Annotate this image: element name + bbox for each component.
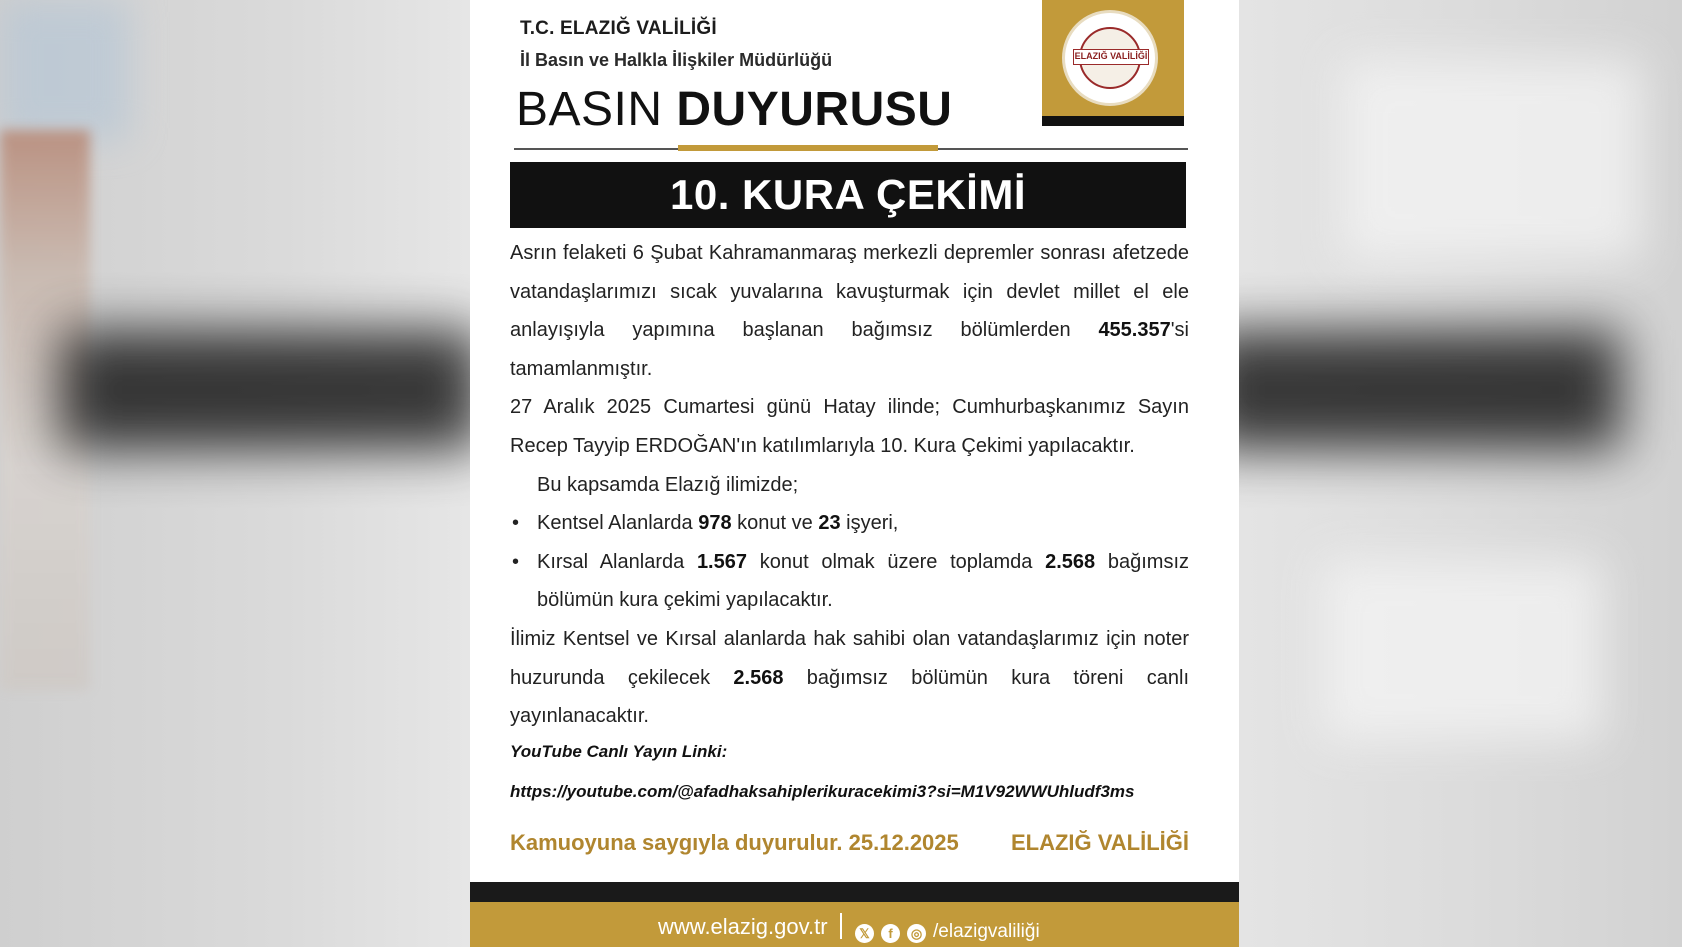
social-handle[interactable]: /elazigvaliliği bbox=[933, 921, 1040, 942]
facebook-icon[interactable]: f bbox=[881, 924, 900, 943]
press-release-document bbox=[470, 0, 1239, 947]
governorship-logo bbox=[1062, 10, 1158, 106]
youtube-link[interactable]: https://youtube.com/@afadhaksahiplerikuracekimi3?si=M1V92WWUhludf3ms bbox=[510, 782, 1135, 801]
x-icon[interactable]: 𝕏 bbox=[855, 924, 874, 943]
footer-separator bbox=[840, 913, 842, 939]
announcement-body bbox=[510, 234, 1189, 736]
title-light: BASIN bbox=[516, 83, 663, 136]
paragraph-4: İlimiz Kentsel ve Kırsal alanlarda hak sahibi olan vatandaşlarımız için noter huzurunda çekilecek 2.568 bağımsız bölümün kura töreni canlı yayınlanacaktır. bbox=[510, 627, 1190, 728]
bullet-icon: • bbox=[512, 512, 520, 535]
document-title bbox=[516, 82, 952, 137]
footer bbox=[470, 902, 1239, 947]
header-divider-accent bbox=[678, 145, 938, 151]
headline-banner: 10. KURA ÇEKİMİ bbox=[510, 162, 1186, 228]
title-bold: DUYURUSU bbox=[676, 83, 953, 136]
website-link[interactable]: www.elazig.gov.tr bbox=[658, 914, 828, 939]
bullet-icon: • bbox=[512, 550, 520, 573]
list-item: • Kentsel Alanlarda 978 konut ve 23 işyeri, bbox=[510, 504, 1189, 543]
logo-underbar bbox=[1042, 116, 1184, 126]
footer-dark-band bbox=[470, 882, 1239, 902]
instagram-icon[interactable]: ◎ bbox=[907, 924, 926, 943]
org-name: T.C. ELAZIĞ VALİLİĞİ bbox=[520, 18, 717, 39]
completed-units-count: 455.357 bbox=[1098, 319, 1171, 342]
org-department: İl Basın ve Halkla İlişkiler Müdürlüğü bbox=[520, 50, 833, 70]
youtube-link-label: YouTube Canlı Yayın Linki: bbox=[510, 742, 728, 761]
signer: ELAZIĞ VALİLİĞİ bbox=[1010, 830, 1189, 855]
closing-statement: Kamuoyuna saygıyla duyurulur. 25.12.2025 bbox=[510, 830, 959, 855]
logo-label: ELAZIĞ VALİLİĞİ bbox=[1073, 49, 1149, 65]
paragraph-1: Asrın felaketi 6 Şubat Kahramanmaraş merkezli depremler sonrası afetzede vatandaşlarımızı sıcak yuvalarına kavuşturmak için devlet millet el ele anlayışıyla yapımına başlanan bağımsız bölümlerden 455.357'si tamamlanmıştır. bbox=[510, 242, 1189, 380]
paragraph-2: 27 Aralık 2025 Cumartesi günü Hatay ilinde; Cumhurbaşkanımız Sayın Recep Tayyip ERDOĞAN'ın katılımlarıyla 10. Kura Çekimi yapılacaktır. bbox=[510, 396, 1189, 457]
paragraph-3: Bu kapsamda Elazığ ilimizde; bbox=[537, 473, 799, 496]
list-item: • Kırsal Alanlarda 1.567 konut olmak üzere toplamda 2.568 bağımsız bölümün kura çekimi yapılacaktır. bbox=[510, 543, 1189, 620]
